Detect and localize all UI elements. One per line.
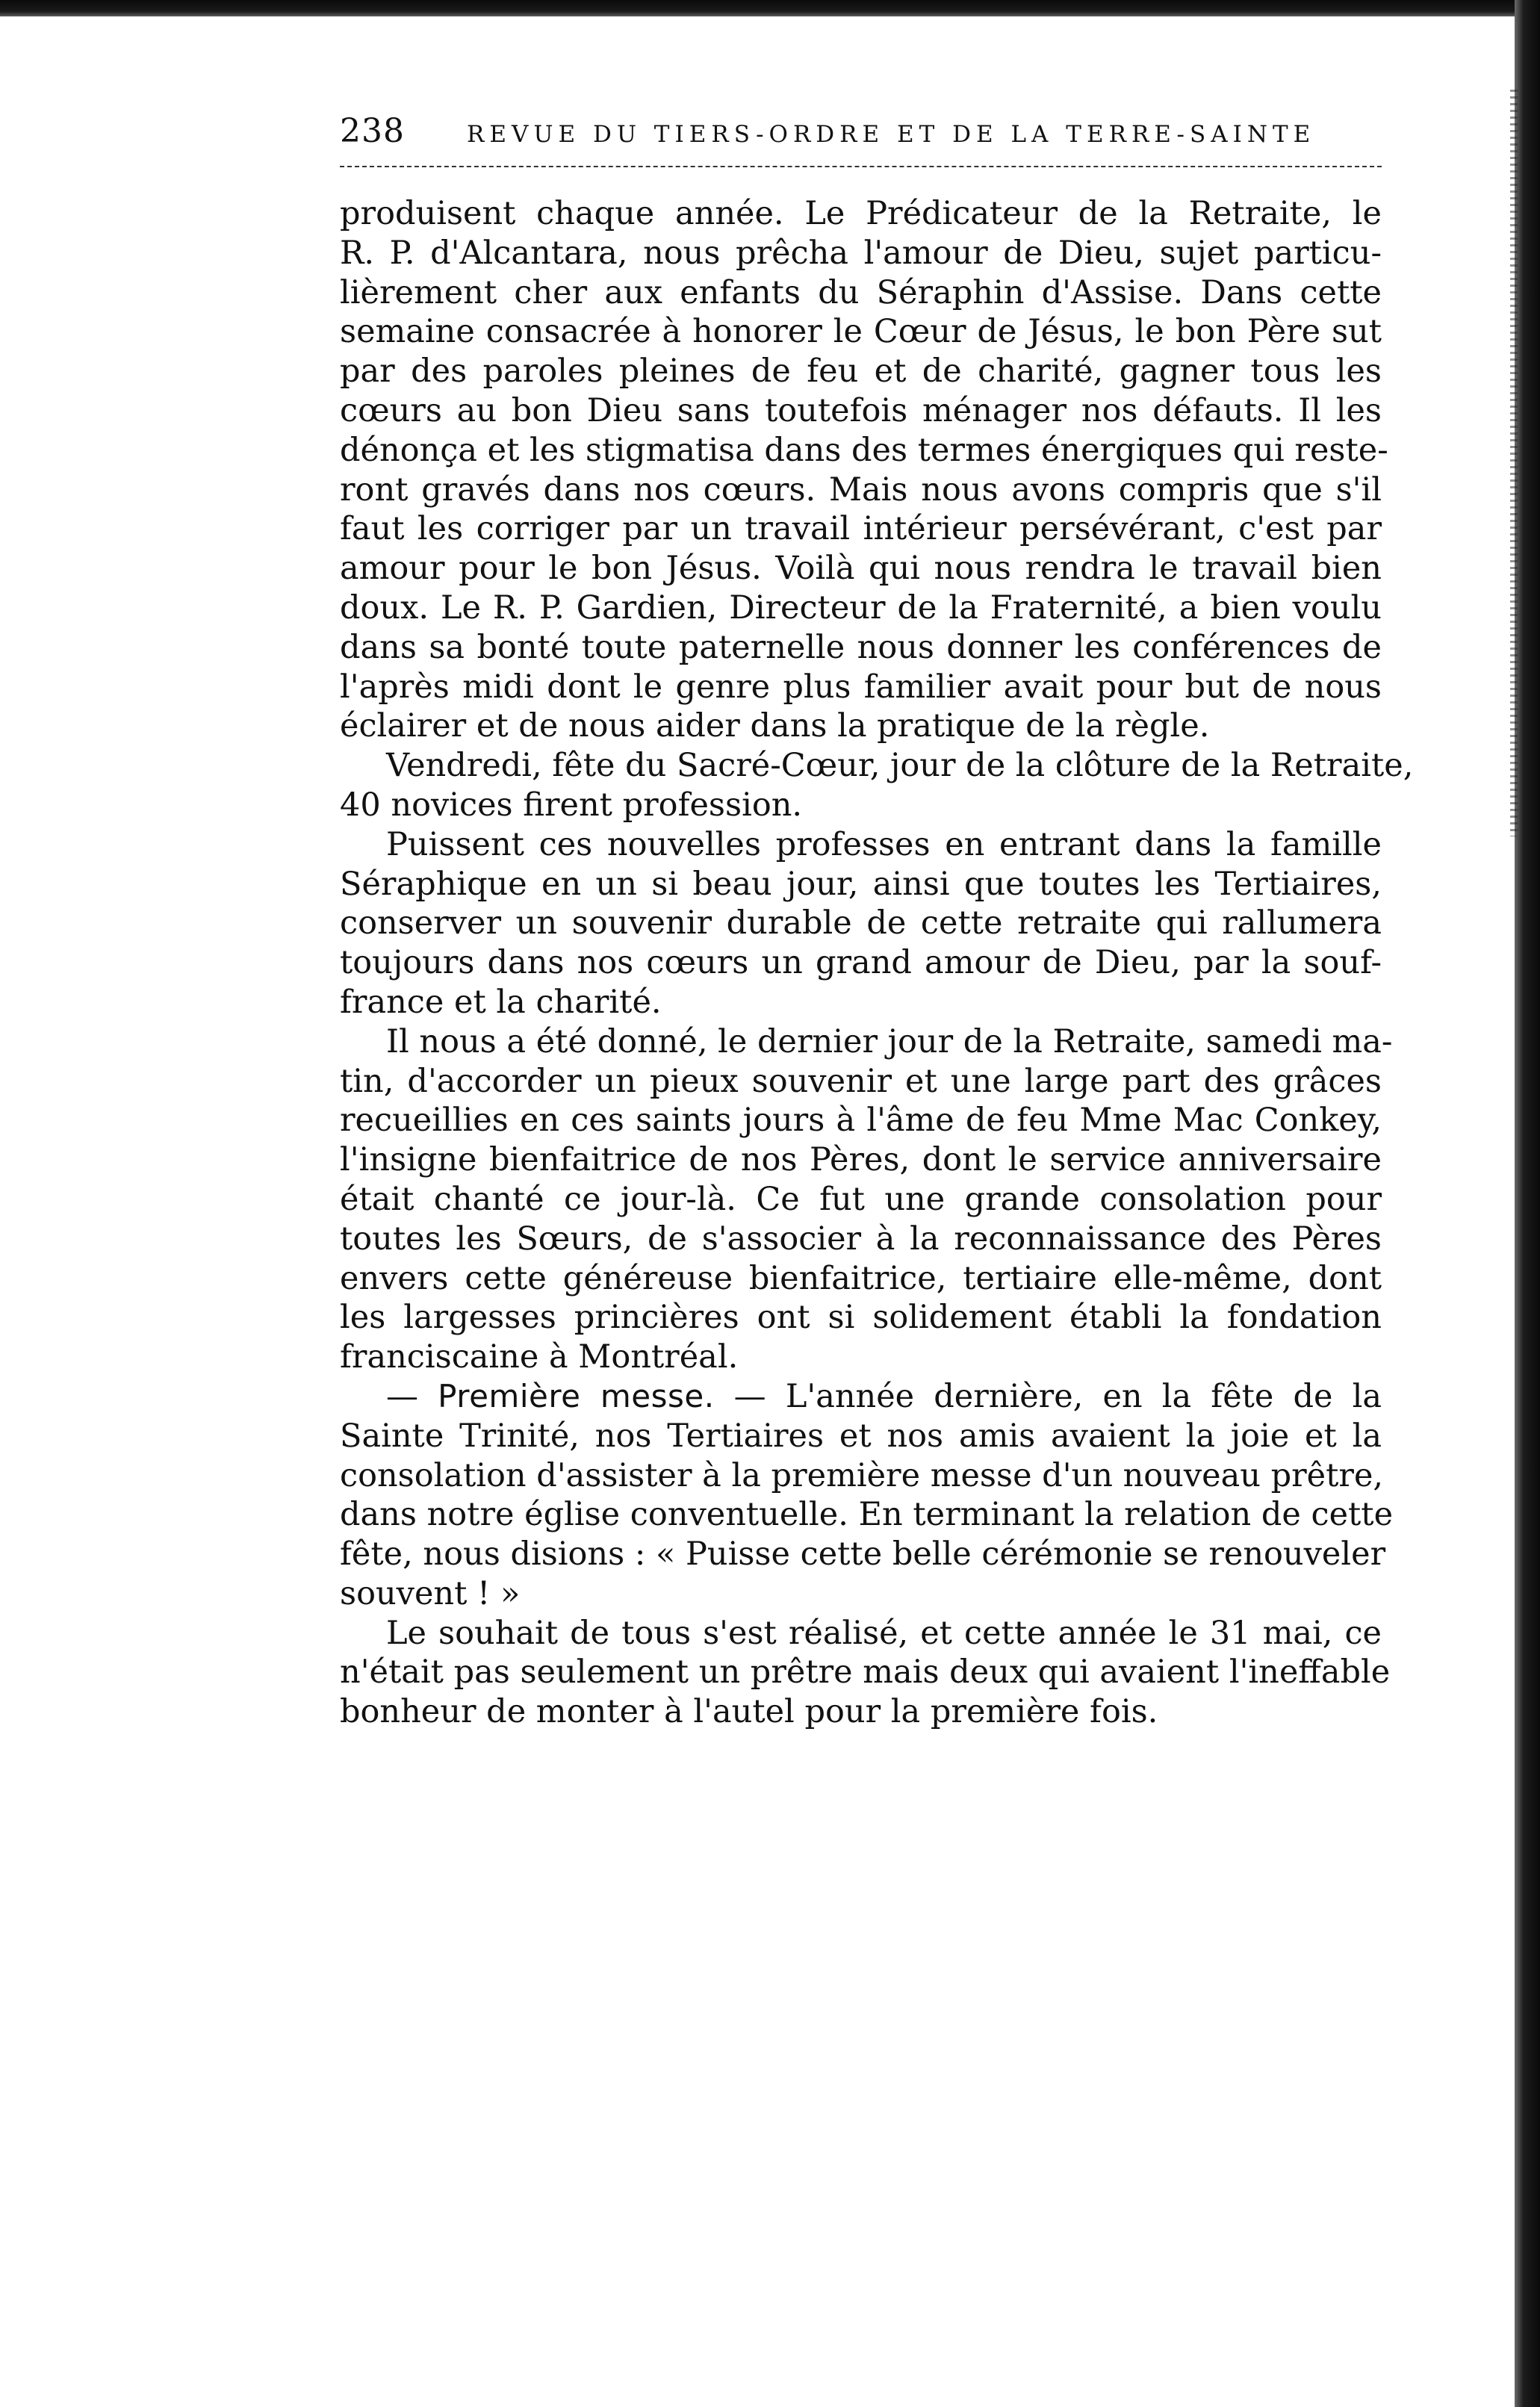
text-line: 40 novices firent profession. [340, 786, 803, 824]
book-page [340, 112, 1414, 1732]
scan-edge-texture [1510, 90, 1518, 836]
text-line: doux. Le R. P. Gardien, Directeur de la Fraternité, a bien voulu [340, 588, 1382, 627]
header-rule [340, 166, 1382, 167]
running-head [340, 112, 1382, 160]
text-line: était chanté ce jour-là. Ce fut une grande consolation pour [340, 1180, 1382, 1218]
text-line: dans sa bonté toute paternelle nous donner les conférences de [340, 628, 1382, 666]
text-line: recueillies en ces saints jours à l'âme de feu Mme Mac Conkey, [340, 1102, 1382, 1140]
text-line: éclairer et de nous aider dans la pratique de la règle. [340, 707, 1210, 745]
section-heading-trail: — L'année dernière, en la fête de la [714, 1377, 1382, 1415]
text-line: ront gravés dans nos cœurs. Mais nous avons compris que s'il [340, 470, 1382, 509]
text-line: bonheur de monter à l'autel pour la première fois. [340, 1693, 1158, 1731]
text-line: consolation d'assister à la première messe d'un nouveau prêtre, [340, 1456, 1384, 1494]
text-line: souvent ! » [340, 1574, 521, 1612]
text-line: toutes les Sœurs, de s'associer à la reconnaissance des Pères [340, 1220, 1382, 1258]
scan-border-top [0, 0, 1540, 16]
text-line: tin, d'accorder un pieux souvenir et une large part des grâces [340, 1062, 1382, 1100]
text-line: l'insigne bienfaitrice de nos Pères, dont le service anniversaire [340, 1141, 1382, 1179]
scan-border-right [1515, 0, 1540, 2407]
text-line: semaine consacrée à honorer le Cœur de Jésus, le bon Père sut [340, 313, 1382, 351]
text-line: lièrement cher aux enfants du Séraphin d'Assise. Dans cette [340, 273, 1382, 311]
text-line: R. P. d'Alcantara, nous prêcha l'amour de Dieu, sujet particu- [340, 234, 1382, 272]
text-line: n'était pas seulement un prêtre mais deux qui avaient l'ineffable [340, 1653, 1391, 1692]
text-line: france et la charité. [340, 983, 662, 1021]
text-line: dans notre église conventuelle. En terminant la relation de cette [340, 1496, 1394, 1534]
section-title: Première messe. [438, 1377, 715, 1414]
running-title: REVUE DU TIERS-ORDRE ET DE LA TERRE-SAINTE [467, 121, 1316, 148]
text-line: Sainte Trinité, nos Tertiaires et nos amis avaient la joie et la [340, 1417, 1382, 1455]
page-number: 238 [340, 112, 405, 150]
text-line: les largesses princières ont si solidement établi la fondation [340, 1299, 1382, 1337]
text-line: envers cette généreuse bienfaitrice, tertiaire elle-même, dont [340, 1259, 1382, 1297]
text-line: cœurs au bon Dieu sans toutefois ménager nos défauts. Il les [340, 391, 1382, 429]
body-text [340, 194, 1414, 1732]
text-line: fête, nous disions : « Puisse cette belle cérémonie se renouveler [340, 1535, 1386, 1574]
text-line: amour pour le bon Jésus. Voilà qui nous rendra le travail bien [340, 550, 1382, 588]
text-line: Il nous a été donné, le dernier jour de la Retraite, samedi ma- [386, 1022, 1393, 1060]
text-line: l'après midi dont le genre plus familier avait pour but de nous [340, 668, 1382, 706]
text-line: Vendredi, fête du Sacré-Cœur, jour de la clôture de la Retraite, [386, 747, 1414, 785]
text-line: conserver un souvenir durable de cette retraite qui rallumera [340, 904, 1382, 942]
text-line: Puissent ces nouvelles professes en entrant dans la famille [386, 825, 1382, 863]
text-line: produisent chaque année. Le Prédicateur de la Retraite, le [340, 195, 1382, 232]
text-line: faut les corriger par un travail intérieur persévérant, c'est par [340, 510, 1382, 548]
text-line: toujours dans nos cœurs un grand amour de Dieu, par la souf- [340, 944, 1382, 982]
text-line: par des paroles pleines de feu et de charité, gagner tous les [340, 352, 1382, 391]
text-line: franciscaine à Montréal. [340, 1338, 739, 1376]
text-line: dénonça et les stigmatisa dans des termes énergiques qui reste- [340, 431, 1388, 469]
section-lead-dash: — [386, 1377, 438, 1415]
text-line: Séraphique en un si beau jour, ainsi que toutes les Tertiaires, [340, 865, 1382, 903]
section-heading-line [340, 1377, 1382, 1417]
text-line: Le souhait de tous s'est réalisé, et cette année le 31 mai, ce [386, 1614, 1382, 1652]
